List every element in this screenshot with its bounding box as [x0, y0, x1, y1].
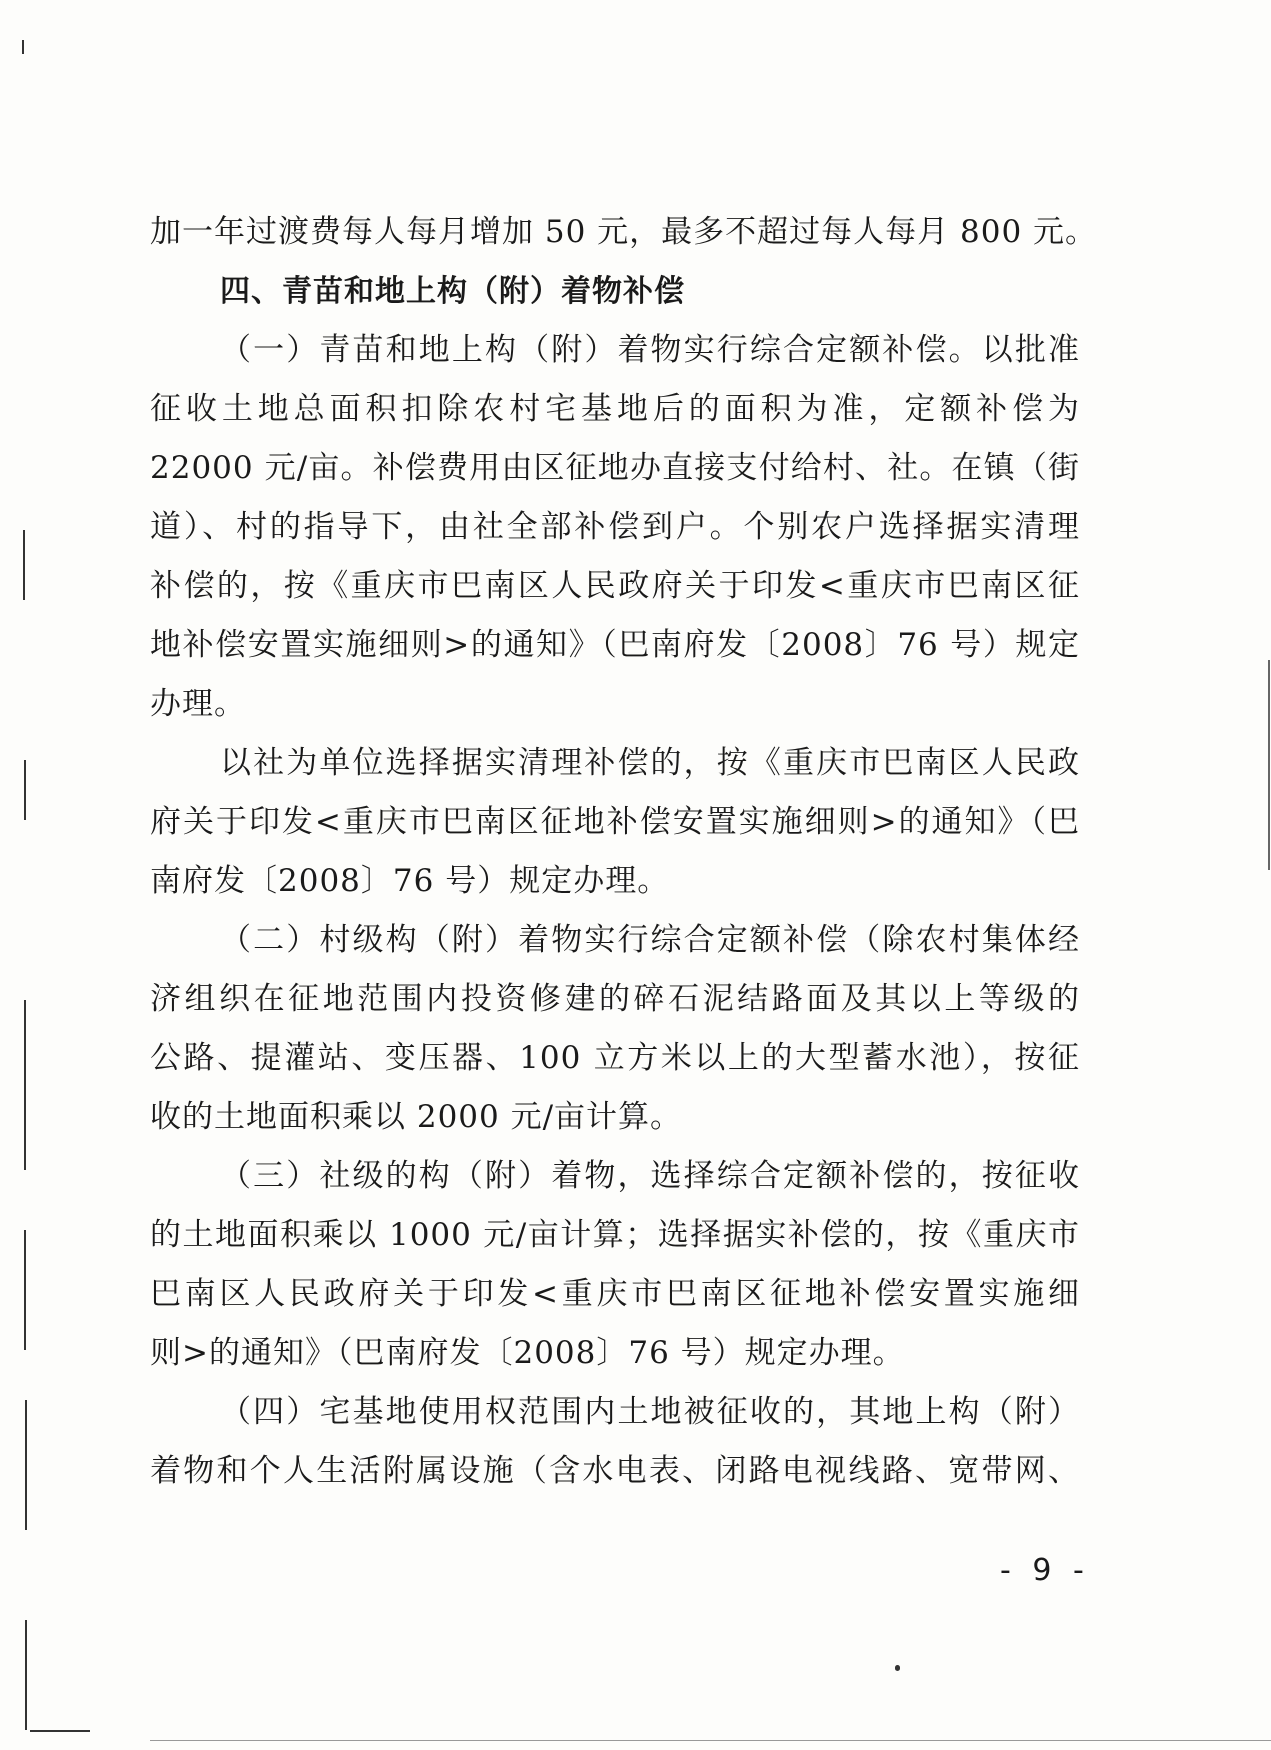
scan-artifact: [23, 530, 25, 600]
text-line: 补偿的，按《重庆市巴南区人民政府关于印发<重庆市巴南区征: [150, 568, 1080, 604]
scan-artifact: [895, 1665, 900, 1671]
text-line: 征收土地总面积扣除农村宅基地后的面积为准，定额补偿为: [150, 391, 1080, 427]
page-number: - 9 -: [1000, 1553, 1090, 1588]
text-line: 府关于印发<重庆市巴南区征地补偿安置实施细则>的通知》（巴: [150, 804, 1080, 840]
scan-artifact: [25, 1620, 27, 1730]
text-line: （四）宅基地使用权范围内土地被征收的，其地上构（附）: [220, 1394, 1080, 1430]
scan-artifact: [150, 1740, 1271, 1741]
text-line: 南府发〔2008〕76 号）规定办理。: [150, 863, 670, 899]
scan-artifact: [1268, 660, 1270, 870]
text-line: 公路、提灌站、变压器、100 立方米以上的大型蓄水池），按征: [150, 1040, 1080, 1076]
text-line: 济组织在征地范围内投资修建的碎石泥结路面及其以上等级的: [150, 981, 1080, 1017]
text-line: 22000 元/亩。补偿费用由区征地办直接支付给村、社。在镇（街: [150, 450, 1080, 486]
text-line: 加一年过渡费每人每月增加 50 元，最多不超过每人每月 800 元。: [150, 214, 1098, 250]
text-line: 着物和个人生活附属设施（含水电表、闭路电视线路、宽带网、: [150, 1453, 1080, 1489]
scan-artifact: [25, 1400, 27, 1530]
scan-artifact: [30, 1730, 90, 1732]
text-line: （三）社级的构（附）着物，选择综合定额补偿的，按征收: [220, 1158, 1080, 1194]
text-line: 地补偿安置实施细则>的通知》（巴南府发〔2008〕76 号）规定: [150, 627, 1080, 663]
text-line: （一）青苗和地上构（附）着物实行综合定额补偿。以批准: [220, 332, 1080, 368]
text-line: 的土地面积乘以 1000 元/亩计算；选择据实补偿的，按《重庆市: [150, 1217, 1080, 1253]
text-line: （二）村级构（附）着物实行综合定额补偿（除农村集体经: [220, 922, 1080, 958]
text-line: 道）、村的指导下，由社全部补偿到户。个别农户选择据实清理: [150, 509, 1080, 545]
text-line: 以社为单位选择据实清理补偿的，按《重庆市巴南区人民政: [220, 745, 1080, 781]
text-line: 收的土地面积乘以 2000 元/亩计算。: [150, 1099, 683, 1135]
scan-artifact: [22, 40, 24, 54]
text-line: 办理。: [150, 686, 246, 722]
scan-artifact: [24, 1000, 26, 1170]
body-text: [150, 203, 1098, 1501]
text-line: 则>的通知》（巴南府发〔2008〕76 号）规定办理。: [150, 1335, 905, 1371]
scan-artifact: [24, 1230, 26, 1350]
text-line: 巴南区人民政府关于印发<重庆市巴南区征地补偿安置实施细: [150, 1276, 1080, 1312]
section-heading: 四、青苗和地上构（附）着物补偿: [220, 274, 685, 309]
scan-artifact: [24, 760, 26, 820]
